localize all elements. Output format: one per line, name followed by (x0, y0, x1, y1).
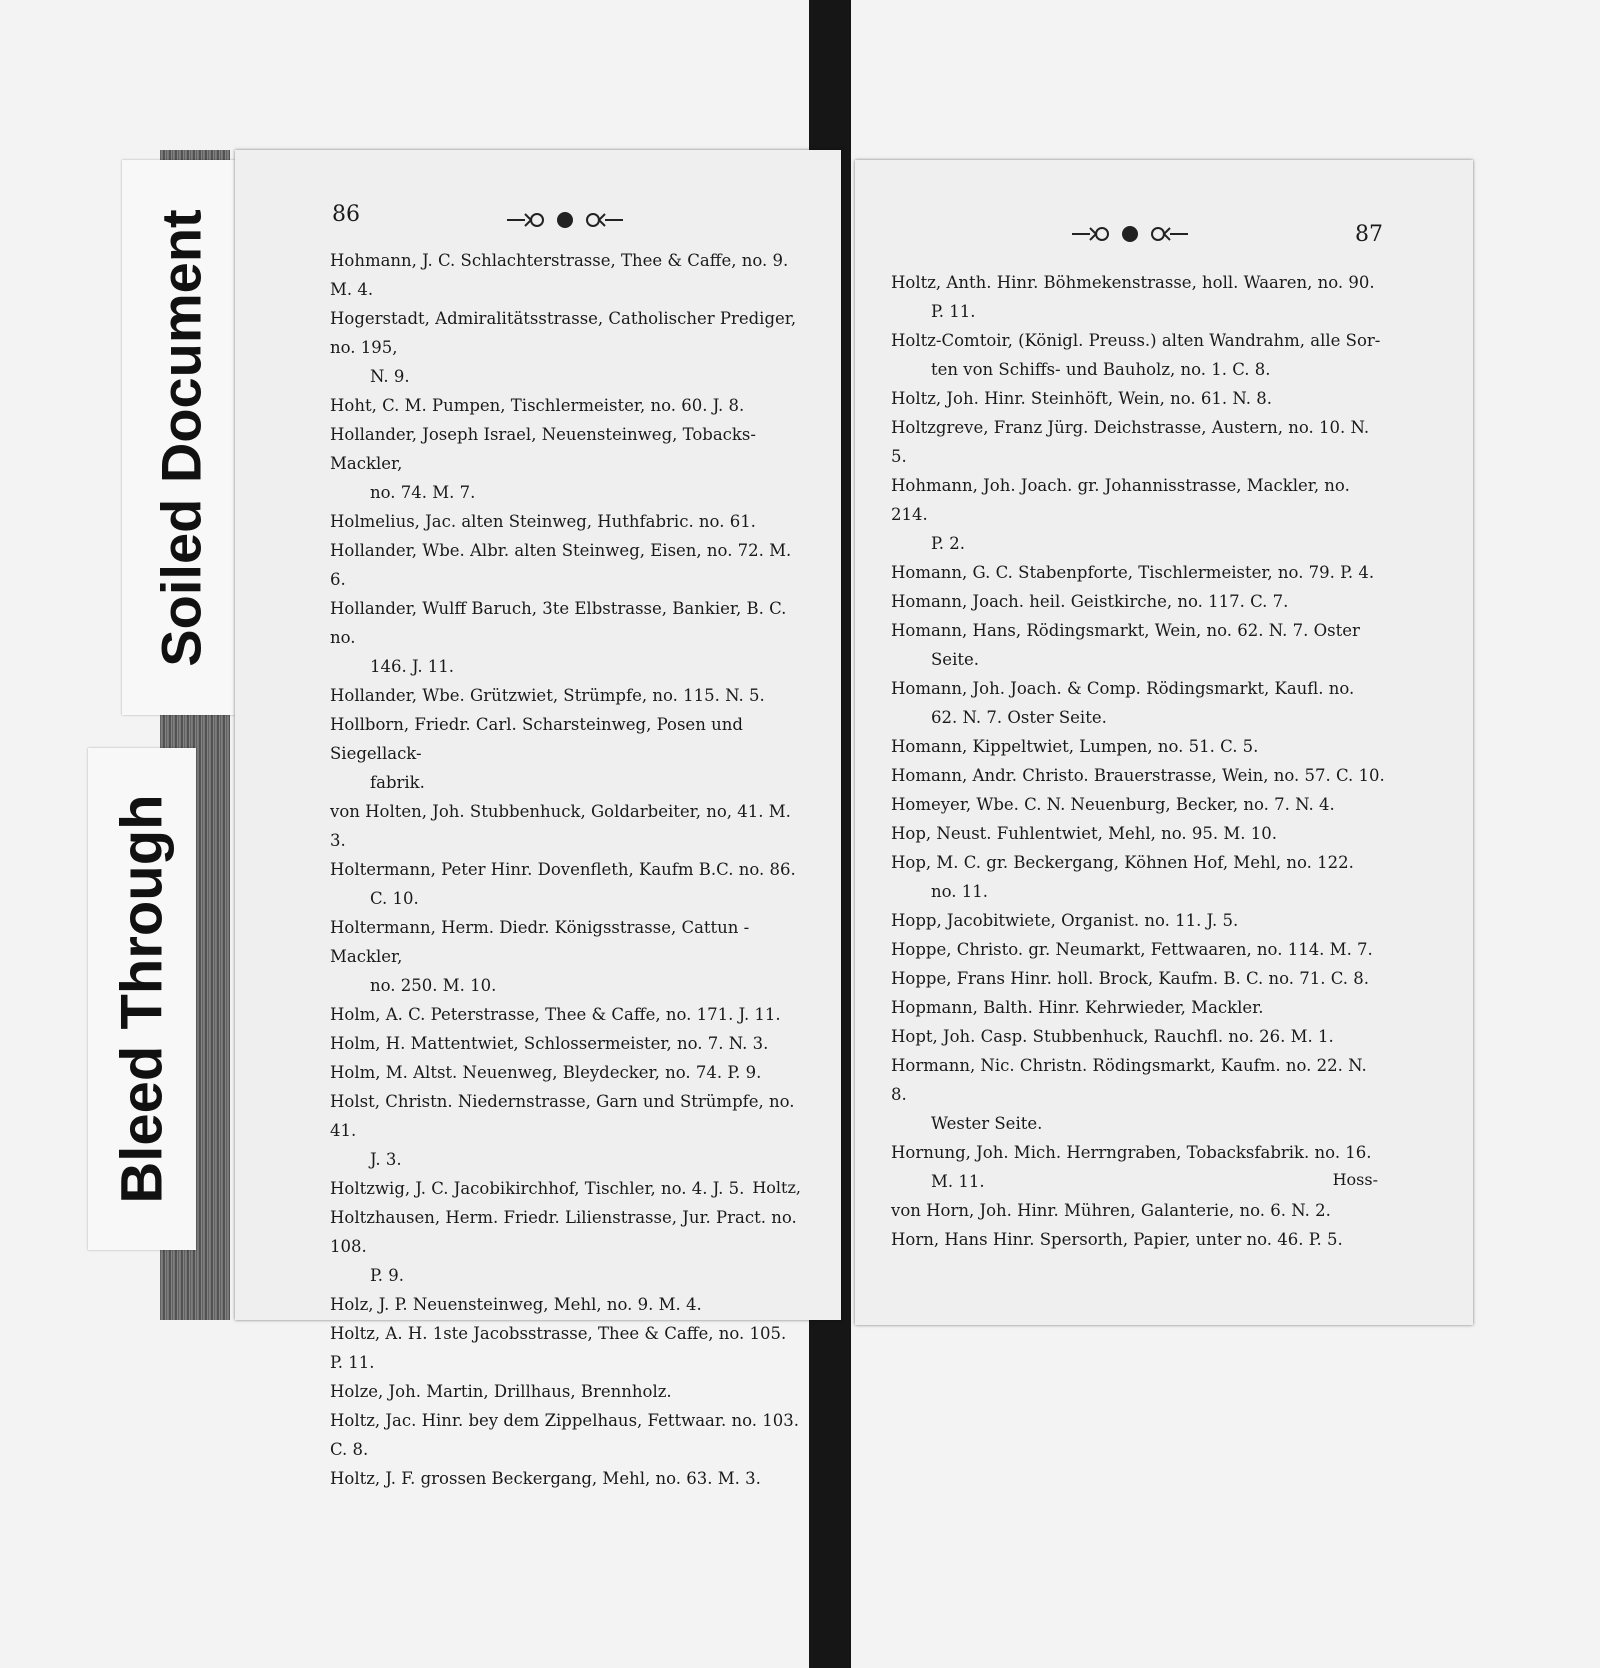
directory-entry (330, 507, 801, 536)
directory-entry (891, 326, 1385, 384)
directory-entry (891, 268, 1385, 326)
directory-entries (235, 246, 841, 1493)
entry-line: Holtz, J. F. grossen Beckergang, Mehl, no. 63. M. 3. (330, 1469, 761, 1488)
directory-entry (330, 246, 801, 304)
directory-entry (330, 1290, 801, 1319)
left-page (235, 150, 841, 1488)
entry-continuation: ten von Schiffs- und Bauholz, no. 1. C. 8. (931, 360, 1271, 379)
directory-entry (891, 790, 1385, 819)
entry-line: Hormann, Nic. Christn. Rödingsmarkt, Kaufm. no. 22. N. 8. (891, 1056, 1367, 1104)
entry-line: Homann, G. C. Stabenpforte, Tischlermeister, no. 79. P. 4. (891, 563, 1375, 582)
entry-line: Hopmann, Balth. Hinr. Kehrwieder, Mackler. (891, 998, 1264, 1017)
entry-continuation: P. 11. (931, 302, 976, 321)
entry-line: Holm, H. Mattentwiet, Schlossermeister, no. 7. N. 3. (330, 1034, 769, 1053)
soiled-document-label-card (122, 160, 240, 715)
entry-line: Holm, A. C. Peterstrasse, Thee & Caffe, no. 171. J. 11. (330, 1005, 781, 1024)
directory-entry (891, 674, 1385, 732)
entry-line: Holtzgreve, Franz Jürg. Deichstrasse, Austern, no. 10. N. 5. (891, 418, 1370, 466)
directory-entry (891, 1022, 1385, 1051)
directory-entry (891, 1225, 1385, 1254)
directory-entry (330, 1000, 801, 1029)
entry-line: Holtermann, Herm. Diedr. Königsstrasse, Cattun - Mackler, (330, 918, 750, 966)
entry-line: Hop, Neust. Fuhlentwiet, Mehl, no. 95. M. 10. (891, 824, 1278, 843)
directory-entry (891, 413, 1385, 471)
entry-line: Hollander, Joseph Israel, Neuensteinweg, Tobacks-Mackler, (330, 425, 756, 473)
page-number: 86 (332, 202, 360, 227)
entry-line: Holtzhausen, Herm. Friedr. Lilienstrasse, Jur. Pract. no. 108. (330, 1208, 797, 1256)
entry-continuation: Wester Seite. (931, 1114, 1043, 1133)
entry-continuation: 146. J. 11. (370, 657, 455, 676)
directory-entry (891, 906, 1385, 935)
entry-line: Hoppe, Frans Hinr. holl. Brock, Kaufm. B. C. no. 71. C. 8. (891, 969, 1370, 988)
entry-line: Hogerstadt, Admiralitätsstrasse, Catholischer Prediger, no. 195, (330, 309, 797, 357)
entry-line: Horn, Hans Hinr. Spersorth, Papier, unter no. 46. P. 5. (891, 1230, 1343, 1249)
directory-entry (330, 855, 801, 913)
directory-entry (330, 681, 801, 710)
entry-line: Holze, Joh. Martin, Drillhaus, Brennholz. (330, 1382, 672, 1401)
catchword: Holtz, (752, 1178, 801, 1197)
bleed-through-label-card (88, 748, 196, 1250)
directory-entry (330, 1174, 801, 1203)
entry-line: Hopp, Jacobitwiete, Organist. no. 11. J. 5. (891, 911, 1239, 930)
entry-line: Hollborn, Friedr. Carl. Scharsteinweg, Posen und Siegellack- (330, 715, 743, 763)
bleed-through-label: Bleed Through (109, 794, 175, 1204)
directory-entry (330, 1464, 801, 1493)
ornament-icon (1070, 222, 1190, 246)
directory-entry (891, 1196, 1385, 1225)
entry-line: Holtz, Jac. Hinr. bey dem Zippelhaus, Fettwaar. no. 103. C. 8. (330, 1411, 799, 1459)
directory-entry (891, 935, 1385, 964)
soiled-document-label: Soiled Document (149, 208, 213, 667)
entry-continuation: P. 9. (370, 1266, 404, 1285)
entry-line: Holtz, Joh. Hinr. Steinhöft, Wein, no. 61. N. 8. (891, 389, 1272, 408)
ornament-icon (505, 208, 625, 232)
entry-line: Homann, Kippeltwiet, Lumpen, no. 51. C. 5. (891, 737, 1259, 756)
entry-line: Hopt, Joh. Casp. Stubbenhuck, Rauchfl. no. 26. M. 1. (891, 1027, 1334, 1046)
entry-continuation: J. 3. (370, 1150, 402, 1169)
directory-entry (891, 558, 1385, 587)
directory-entry (891, 964, 1385, 993)
entry-line: Homann, Joach. heil. Geistkirche, no. 117. C. 7. (891, 592, 1289, 611)
directory-entry (891, 732, 1385, 761)
entry-line: Homann, Hans, Rödingsmarkt, Wein, no. 62. N. 7. Oster (891, 621, 1360, 640)
entry-line: Hollander, Wbe. Grützwiet, Strümpfe, no. 115. N. 5. (330, 686, 765, 705)
entry-line: Hop, M. C. gr. Beckergang, Köhnen Hof, Mehl, no. 122. (891, 853, 1354, 872)
entry-line: Hoppe, Christo. gr. Neumarkt, Fettwaaren, no. 114. M. 7. (891, 940, 1373, 959)
directory-entry (891, 616, 1385, 674)
directory-entry (891, 471, 1385, 558)
entry-line: Holtz, Anth. Hinr. Böhmekenstrasse, holl. Waaren, no. 90. (891, 273, 1375, 292)
entry-line: Homann, Andr. Christo. Brauerstrasse, Wein, no. 57. C. 10. (891, 766, 1385, 785)
entry-continuation: no. 74. M. 7. (370, 483, 476, 502)
directory-entry (330, 797, 801, 855)
catchword: Hoss- (1332, 1170, 1378, 1189)
entry-line: Hollander, Wbe. Albr. alten Steinweg, Eisen, no. 72. M. 6. (330, 541, 792, 589)
directory-entry (891, 1051, 1385, 1138)
entry-continuation: C. 10. (370, 889, 419, 908)
entry-line: von Horn, Joh. Hinr. Mühren, Galanterie, no. 6. N. 2. (891, 1201, 1331, 1220)
entry-continuation: N. 9. (370, 367, 410, 386)
directory-entry (891, 1138, 1385, 1196)
directory-entry (330, 1058, 801, 1087)
directory-entries (855, 268, 1473, 1254)
directory-entry (330, 594, 801, 681)
directory-entry (330, 1377, 801, 1406)
directory-entry (330, 536, 801, 594)
entry-line: Holst, Christn. Niedernstrasse, Garn und Strümpfe, no. 41. (330, 1092, 795, 1140)
entry-line: Homann, Joh. Joach. & Comp. Rödingsmarkt, Kaufl. no. (891, 679, 1355, 698)
entry-line: Holz, J. P. Neuensteinweg, Mehl, no. 9. M. 4. (330, 1295, 702, 1314)
entry-line: Hoht, C. M. Pumpen, Tischlermeister, no. 60. J. 8. (330, 396, 745, 415)
directory-entry (330, 420, 801, 507)
directory-entry (891, 761, 1385, 790)
right-page (855, 160, 1473, 1325)
entry-line: Holtzwig, J. C. Jacobikirchhof, Tischler, no. 4. J. 5. (330, 1179, 745, 1198)
directory-entry (891, 587, 1385, 616)
directory-entry (330, 1029, 801, 1058)
entry-line: von Holten, Joh. Stubbenhuck, Goldarbeiter, no, 41. M. 3. (330, 802, 791, 850)
directory-entry (330, 1203, 801, 1290)
entry-line: Hollander, Wulff Baruch, 3te Elbstrasse, Bankier, B. C. no. (330, 599, 787, 647)
entry-continuation: Seite. (931, 650, 979, 669)
entry-line: Holtz-Comtoir, (Königl. Preuss.) alten Wandrahm, alle Sor- (891, 331, 1381, 350)
directory-entry (330, 710, 801, 797)
page-number: 87 (1355, 222, 1383, 247)
entry-continuation: no. 250. M. 10. (370, 976, 497, 995)
entry-line: Hornung, Joh. Mich. Herrngraben, Tobacksfabrik. no. 16. (891, 1143, 1372, 1162)
entry-line: Homeyer, Wbe. C. N. Neuenburg, Becker, no. 7. N. 4. (891, 795, 1335, 814)
entry-continuation: 62. N. 7. Oster Seite. (931, 708, 1107, 727)
directory-entry (330, 304, 801, 391)
entry-line: Holtermann, Peter Hinr. Dovenfleth, Kaufm B.C. no. 86. (330, 860, 796, 879)
entry-line: Hohmann, J. C. Schlachterstrasse, Thee & Caffe, no. 9. M. 4. (330, 251, 789, 299)
entry-line: Holmelius, Jac. alten Steinweg, Huthfabric. no. 61. (330, 512, 756, 531)
entry-continuation: M. 11. (931, 1172, 985, 1191)
directory-entry (330, 1319, 801, 1377)
entry-continuation: P. 2. (931, 534, 965, 553)
entry-continuation: no. 11. (931, 882, 989, 901)
entry-line: Holm, M. Altst. Neuenweg, Bleydecker, no. 74. P. 9. (330, 1063, 762, 1082)
directory-entry (891, 848, 1385, 906)
directory-entry (891, 384, 1385, 413)
directory-entry (330, 391, 801, 420)
directory-entry (330, 913, 801, 1000)
directory-entry (891, 819, 1385, 848)
entry-line: Holtz, A. H. 1ste Jacobsstrasse, Thee & Caffe, no. 105. P. 11. (330, 1324, 787, 1372)
directory-entry (891, 993, 1385, 1022)
entry-continuation: fabrik. (370, 773, 425, 792)
directory-entry (330, 1406, 801, 1464)
directory-entry (330, 1087, 801, 1174)
entry-line: Hohmann, Joh. Joach. gr. Johannisstrasse, Mackler, no. 214. (891, 476, 1350, 524)
